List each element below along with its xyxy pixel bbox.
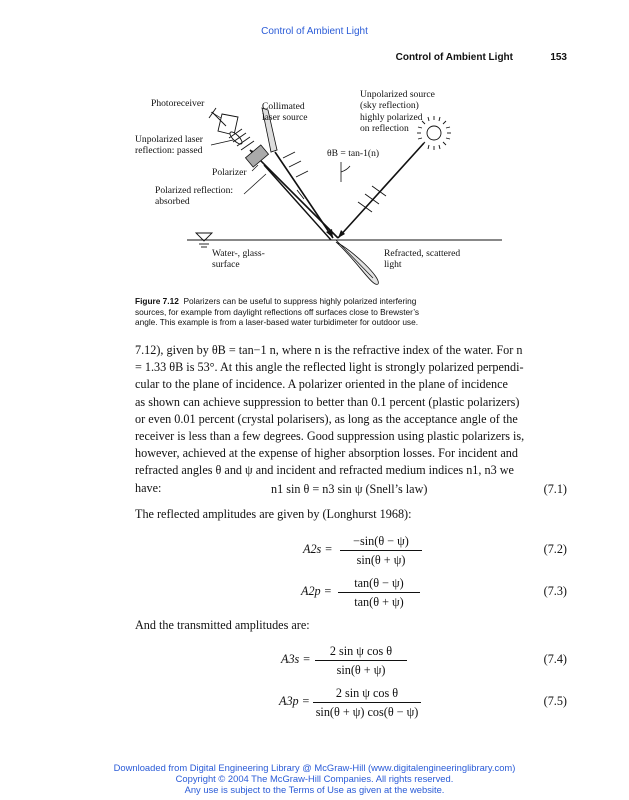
equation-number: (7.5) [543,694,567,708]
figure-caption [135,296,485,328]
label-collimated-1: Collimated [262,101,305,112]
body-line: receiver is less than a few degrees. Good suppression using plastic polarizers is, [135,429,525,444]
label-collimated-2: laser source [262,112,308,123]
footer-copyright: Copyright © 2004 The McGraw-Hill Companies. All rights reserved. [175,773,454,784]
equation-fraction [313,686,421,720]
body-line: cular to the plane of incidence. A polarizer oriented in the plane of incidence [135,377,508,392]
laser-beam [275,152,333,238]
body-line: have: [135,480,162,495]
equation-number: (7.4) [543,652,567,666]
label-polarizer: Polarizer [212,167,247,178]
caption-line-2: sources, for example from daylight reflections off surfaces close to Brewster’s [135,306,420,317]
label-unpolarized-source-4: on reflection [360,123,409,134]
top-chapter-link[interactable]: Control of Ambient Light [261,26,368,37]
body-line: refracted angles θ and ψ and incident and refracted medium indices n1, n3 we [135,463,514,478]
laser-polarization-marks [283,152,308,199]
snell-law-equation: n1 sin θ = n3 sin ψ (Snell’s law) [271,482,428,496]
polarizer-icon [245,145,268,167]
label-photoreceiver: Photoreceiver [151,98,205,109]
equation-fraction [338,576,420,610]
label-refracted-2: light [384,259,402,270]
body-line: however, achieved at the expense of higher absorption losses. For incident and [135,446,518,461]
fraction-denominator: sin(θ + ψ) cos(θ − ψ) [315,705,419,719]
label-unpolarized-source-1: Unpolarized source [360,89,435,100]
footer-download-link[interactable]: Downloaded from Digital Engineering Library @ McGraw-Hill (www.digitalengineeringlibrary.com) [113,762,516,773]
caption-label: Figure 7.12 [135,296,179,306]
equation-7-3 [135,576,567,612]
label-unpolarized-laser-2: reflection: passed [135,145,203,156]
brewster-angle-marker [341,162,350,182]
label-unpolarized-source-3: highly polarized [360,112,423,123]
label-water-surface-1: Water-, glass- [212,248,265,259]
equation-7-2 [135,534,567,570]
label-unpolarized-source-2: (sky reflection) [360,100,419,111]
equation-fraction [340,534,422,568]
label-polarized-reflection-1: Polarized reflection: [155,185,234,196]
running-title: Control of Ambient Light [395,52,513,63]
sentence-transmitted: And the transmitted amplitudes are: [135,618,310,632]
equation-fraction [315,644,407,678]
label-brewster-formula: θB = tan-1(n) [327,148,380,159]
equation-lhs: A3s = [281,652,311,666]
body-line: or even 0.01 percent (crystal polarisers), as long as the acceptance angle of the [135,411,518,426]
refracted-light-lobe [336,242,378,284]
body-line: as shown can achieve suppression to better than 0.1 percent (plastic polarizers) [135,394,520,409]
equation-7-1 [135,482,567,502]
fraction-numerator: 2 sin ψ cos θ [313,686,421,703]
equation-lhs: A2p = [301,584,332,598]
equation-number: (7.1) [543,482,567,496]
label-refracted-1: Refracted, scattered [384,248,461,259]
footer [0,762,629,795]
footer-terms-link[interactable]: Any use is subject to the Terms of Use as given at the website. [184,784,445,795]
fraction-denominator: tan(θ + ψ) [354,595,404,609]
body-line: 7.12), given by θB = tan−1 n, where n is the refractive index of the water. For n [135,343,523,357]
body-paragraph [135,342,567,497]
equation-lhs: A3p = [279,694,310,708]
equation-number: (7.3) [543,584,567,598]
equation-lhs: A2s = [303,542,333,556]
caption-line-3: angle. This example is from a laser-based water turbidimeter for outdoor use. [135,317,418,328]
fraction-numerator: tan(θ − ψ) [338,576,420,593]
figure-diagram [0,0,629,300]
body-line: = 1.33 θB is 53°. At this angle the reflected light is strongly polarized perpendi- [135,360,524,375]
fraction-denominator: sin(θ + ψ) [356,553,406,567]
label-polarized-reflection-2: absorbed [155,196,190,207]
equation-7-5 [135,686,567,722]
fraction-denominator: sin(θ + ψ) [336,663,386,677]
fraction-numerator: −sin(θ − ψ) [340,534,422,551]
fraction-numerator: 2 sin ψ cos θ [315,644,407,661]
caption-line-1: Polarizers can be useful to suppress highly polarized interfering [183,296,417,306]
label-unpolarized-laser-1: Unpolarized laser [135,134,203,145]
page-number: 153 [550,52,567,63]
sentence-reflected: The reflected amplitudes are given by (Longhurst 1968): [135,507,412,521]
label-water-surface-2: surface [212,259,240,270]
equation-number: (7.2) [543,542,567,556]
equation-7-4 [135,644,567,680]
